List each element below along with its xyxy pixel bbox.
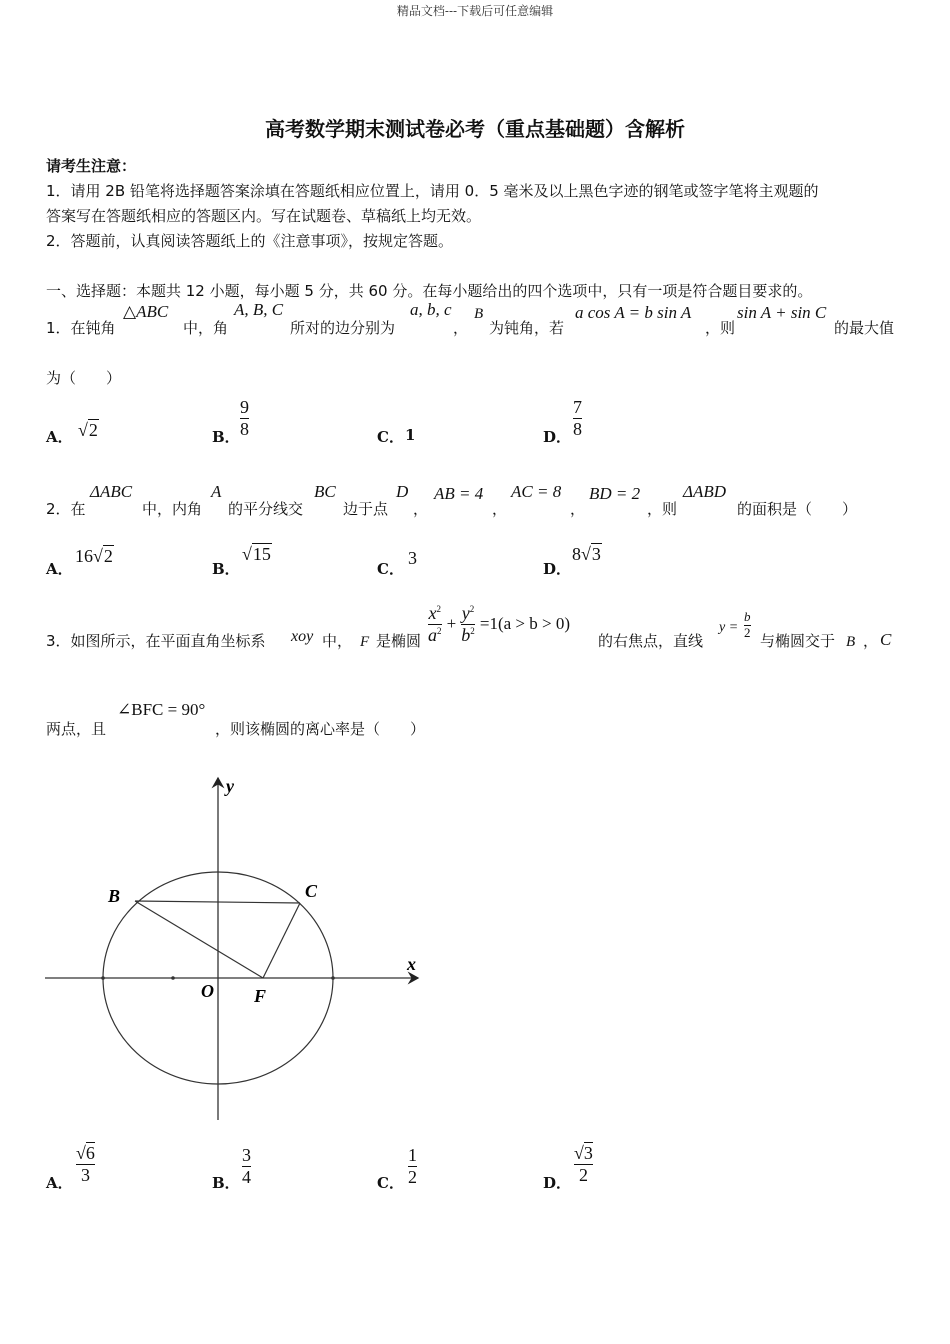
q3-option-d-value: √3 2 (574, 1143, 593, 1185)
q3-line-fraction: b 2 (744, 609, 751, 640)
q2-option-b-label[interactable]: B． (212, 560, 240, 578)
section-heading: 一、选择题：本题共 12 小题，每小题 5 分，共 60 分。在每小题给出的四个选项中，只有一项是符合题目要求的。 (46, 282, 813, 300)
q1-option-b-value: 9 8 (240, 397, 249, 439)
label-x: x (407, 954, 416, 974)
notice-heading: 请考生注意： (46, 157, 137, 175)
q1-option-a-label[interactable]: A． (46, 428, 73, 446)
q2-option-d-value: 8√3 (572, 544, 601, 564)
q3-text-2: 中， (322, 632, 353, 650)
q1-math-target: sin A + sin C (737, 303, 827, 322)
q1-option-b-label[interactable]: B． (212, 428, 240, 446)
q3-option-a-value: √6 3 (76, 1143, 95, 1185)
q1-text-2: 中，角 (183, 319, 229, 337)
q2-text-3: 的平分线交 (228, 500, 304, 518)
q1-text-4: ， (453, 319, 469, 337)
q1-math-condition: a cos A = b sin A (575, 303, 692, 322)
right-vertex-dot (331, 976, 335, 980)
q1-option-d-value: 7 8 (573, 397, 582, 439)
q1-text-7: 的最大值 (834, 319, 895, 337)
segment-bf (135, 901, 263, 978)
notice-line-1b: 答案写在答题纸相应的答题区内。写在试题卷、草稿纸上均无效。 (46, 207, 482, 225)
q2-math-ab: AB = 4 (434, 484, 484, 503)
q2-math-triangle: ΔABC (90, 482, 133, 501)
label-y: y (226, 776, 234, 796)
q2-text-8: ，则 (647, 500, 678, 518)
q3-eq-x: x (428, 603, 437, 623)
q1-math-angles: A, B, C (234, 300, 284, 319)
q1-math-triangle: △ABC (123, 302, 169, 321)
q2-math-bd: BD = 2 (589, 484, 641, 503)
q2-math-bc: BC (314, 482, 336, 501)
q3-line-y: y = (719, 620, 739, 635)
q1-text-1: 1．在钝角 (46, 319, 116, 337)
q3-text-3: 是椭圆 (376, 632, 422, 650)
q2-text-4: 边于点 (343, 500, 389, 518)
q2-option-a-label[interactable]: A． (46, 560, 73, 578)
q2-option-a-value: 16√2 (75, 546, 113, 566)
notice-line-1: 1．请用 2B 铅笔将选择题答案涂填在答题纸相应位置上，请用 0．5 毫米及以上黑色字迹的钢笔或签字笔将主观题的 (46, 182, 819, 200)
q1-option-c-label[interactable]: C． (377, 428, 404, 446)
q3-math-xoy: xoy (291, 628, 314, 645)
q3-text-8: ，则该椭圆的离心率是（ ） (215, 720, 426, 738)
label-c: C (305, 881, 318, 901)
q2-text-1: 2．在 (46, 500, 86, 518)
page-title: 高考数学期末测试卷必考（重点基础题）含解析 (265, 117, 685, 141)
page-header: 精品文档---下载后可任意编辑 (396, 4, 554, 18)
q2-option-d-label[interactable]: D． (543, 560, 572, 578)
q1-option-d-label[interactable]: D． (543, 428, 572, 446)
notice-line-2: 2．答题前，认真阅读答题纸上的《注意事项》，按规定答题。 (46, 232, 454, 250)
q3-text-1: 3．如图所示，在平面直角坐标系 (46, 632, 266, 650)
q3-eq-tail: =1(a > b > 0) (479, 614, 571, 634)
q2-math-a: A (211, 482, 222, 501)
q2-text-9: 的面积是（ ） (737, 500, 858, 518)
q1-text-6: ，则 (705, 319, 736, 337)
label-f: F (254, 986, 267, 1006)
left-vertex-dot (101, 976, 105, 980)
q3-text-7: 两点，且 (46, 720, 107, 738)
q3-math-b: B (846, 634, 856, 650)
q3-eq-y: y (461, 603, 470, 623)
q3-math-f: F (360, 634, 370, 650)
q1-option-a-value: √2 (78, 420, 98, 440)
q3-eq-a: a (428, 624, 437, 645)
q2-text-2: 中，内角 (142, 500, 203, 518)
q3-text-4: 的右焦点，直线 (598, 632, 704, 650)
q2-math-d: D (396, 482, 409, 501)
q2-option-b-value: √15 (242, 544, 271, 564)
q2-math-ac: AC = 8 (511, 482, 562, 501)
left-focus-dot (171, 976, 175, 980)
q3-option-b-label[interactable]: B． (212, 1174, 240, 1192)
q3-option-a-label[interactable]: A． (46, 1174, 73, 1192)
q1-option-c-value: 1 (405, 426, 416, 444)
q1-text-3: 所对的边分别为 (290, 319, 396, 337)
q3-text-6: ， (863, 632, 879, 650)
q1-math-b: B (474, 306, 484, 322)
q3-math-c: C (880, 630, 892, 649)
q1-math-sides: a, b, c (410, 300, 452, 319)
q3-option-b-value: 3 4 (242, 1145, 251, 1187)
q3-eq-b: b (461, 624, 471, 645)
q2-option-c-value: 3 (408, 548, 417, 568)
segment-cf (263, 903, 300, 978)
q1-text-5: 为钝角，若 (489, 319, 565, 337)
q3-option-c-value: 1 2 (408, 1145, 417, 1187)
q2-option-c-label[interactable]: C． (377, 560, 404, 578)
q3-option-c-label[interactable]: C． (377, 1174, 404, 1192)
q3-ellipse-figure (40, 770, 430, 1130)
label-o: O (201, 981, 214, 1001)
q2-text-5: ， (413, 500, 429, 518)
q2-text-6: ， (492, 500, 508, 518)
q2-text-7: ， (570, 500, 586, 518)
q3-math-angle: ∠BFC = 90° (117, 700, 206, 719)
q3-ellipse-equation: $\frac{x^2}{a^2}$ + $\frac{y^2}{b^2}$ =1(a > b > 0) (428, 603, 571, 645)
q1-text-8: 为（ ） (46, 369, 122, 387)
q3-text-5: 与椭圆交于 (760, 632, 836, 650)
label-b: B (108, 886, 121, 906)
q3-option-d-label[interactable]: D． (543, 1174, 572, 1192)
q2-math-abd: ΔABD (683, 482, 727, 501)
